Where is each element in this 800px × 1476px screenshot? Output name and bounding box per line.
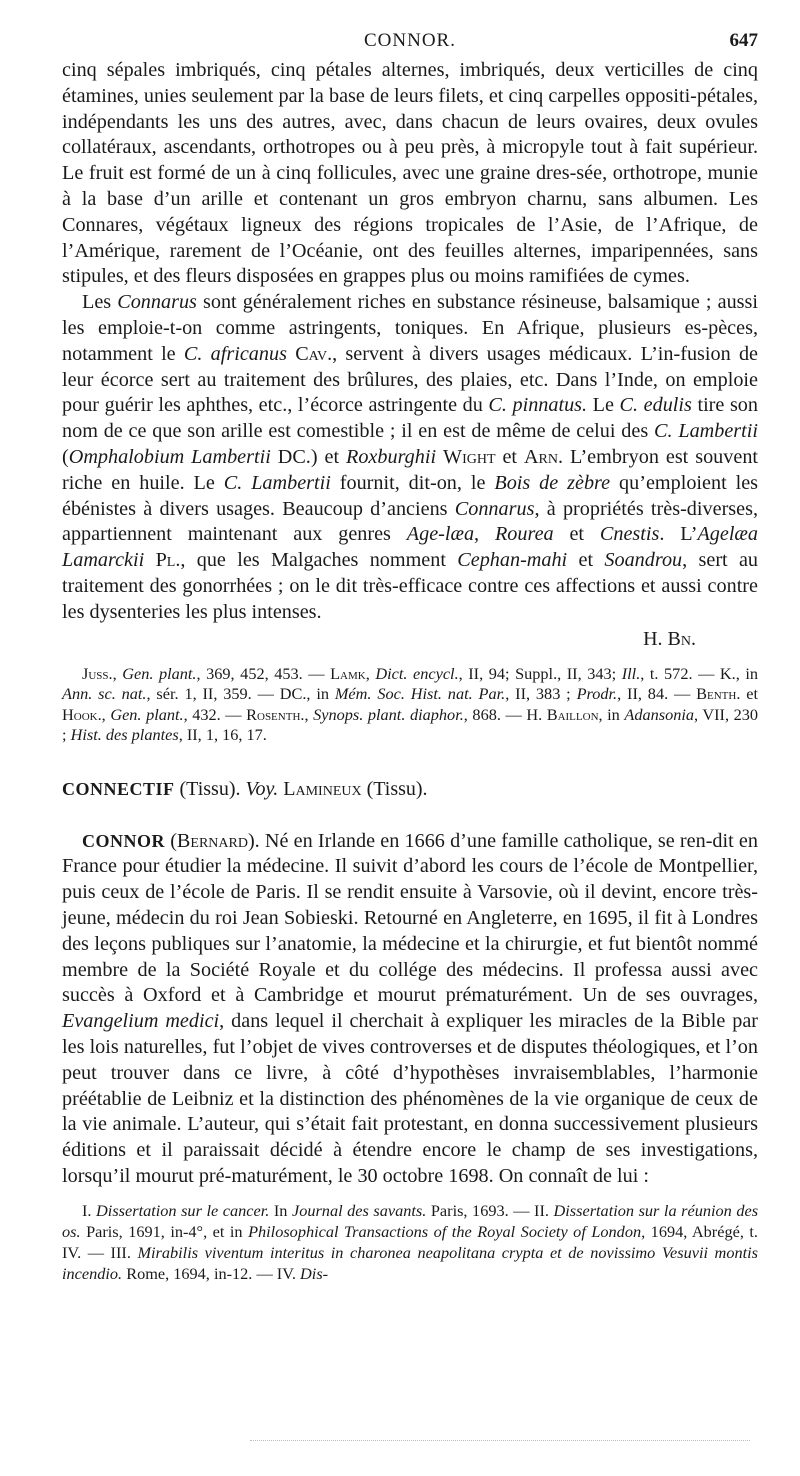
page: [62, 22, 758, 1300]
page-bottom-artifact: [250, 1440, 750, 1442]
connor-biography: CONNOR (Bernard). Né en Irlande en 1666 d’une famille catholique, se ren-dit en France pour étudier la médecine. Il suivit d’abord les cours de l’école de Montpellier, puis ceux de l’école de Paris. Il se rendit ensuite à Varsovie, où il devint, encore très-jeune, médecin du roi Jean Sobieski. Retourné en Angleterre, en 1695, il fit à Londres des leçons publiques sur l’anatomie, la médecine et la chirurgie, et fut bientôt nommé membre de la Société Royale et du collége des médecins. Il professa aussi avec succès à Oxford et à Cambridge et mourut prématurément. Un de ses ouvrages, Evangelium medici, dans lequel il cherchait à expliquer les miracles de la Bible par les lois naturelles, fut l’objet de vives controverses et de disputes théologiques, et l’on peut trouver dans ce livre, à côté d’hypothèses invraisemblables, l’harmonie préétablie de Leibniz et la distinction des phénomènes de la vie organique de ceux de la vie animale. L’auteur, qui s’était fait protestant, en donna successivement plusieurs éditions et il paraissait décidé à étendre encore le champ de ses investigations, lorsqu’il mourut pré-maturément, le 30 octobre 1698. On connaît de lui :: [62, 829, 759, 1187]
page-number: 647: [729, 30, 758, 51]
entry-connor: [62, 829, 758, 1190]
running-head: [62, 22, 758, 58]
bibliography-connarus: Juss., Gen. plant., 369, 452, 453. — Lamk, Dict. encycl., II, 94; Suppl., II, 343; Ill., t. 572. — K., in Ann. sc. nat., sér. 1, II, 359. — DC., in Mém. Soc. Hist. nat. Par., II, 383 ; Prodr., II, 84. — Benth. et Hook., Gen. plant., 432. — Rosenth., Synops. plant. diaphor., 868. — H. Baillon, in Adansonia, VII, 230 ; Hist. des plantes, II, 1, 16, 17.: [62, 663, 759, 745]
paragraph-description: cinq sépales imbriqués, cinq pétales alternes, imbriqués, deux verticilles de cinq étamines, unies seulement par la base de leurs filets, et cinq carpelles oppositi-pétales, indépendants les uns des autres, avec, dans chacun de leurs ovaires, deux ovules collatéraux, ascendants, orthotropes ou à peu près, à micropyle tout à fait supérieur. Le fruit est formé de un à cinq follicules, avec une graine dres-sée, orthotrope, munie à la base d’un arille et contenant un gros embryon charnu, sans albumen. Les Connares, végétaux ligneux des régions tropicales de l’Asie, de l’Afrique, de l’Amérique, rarement de l’Océanie, ont des feuilles alternes, imparipennées, sans stipules, et des fleurs disposées en grappes plus ou moins ramifiées de cymes.: [62, 59, 758, 288]
headword-connor: CONNOR: [82, 830, 165, 851]
bibliography-connor: I. Dissertation sur le cancer. In Journal des savants. Paris, 1693. — II. Dissertation sur la réunion des os. Paris, 1691, in-4°, et in Philosophical Transactions of the Royal Society of London, 1694, Abrégé, t. IV. — III. Mirabilis viventum interitus in charonea neapolitana crypta et de novissimo Vesuvii montis incendio. Rome, 1694, in-12. — IV. Dis-: [62, 1200, 759, 1283]
crossref-link: Lamineux: [283, 777, 362, 800]
connarus-article: [62, 58, 758, 652]
author-signature: H. Bn.: [643, 627, 696, 650]
headword-connectif: CONNECTIF: [62, 778, 175, 799]
paragraph-uses: Les Connarus sont généralement riches en substance résineuse, balsamique ; aussi les emploie-t-on comme astringents, toniques. En Afrique, plusieurs es-pèces, notamment le C. africanus Cav., servent à divers usages médicaux. L’in-fusion de leur écorce sert au traitement des brûlures, des plaies, etc. Dans l’Inde, on emploie pour guérir les aphthes, etc., l’écorce astringente du C. pinnatus. Le C. edulis tire son nom de ce que son arille est comestible ; il en est de même de celui des C. Lambertii (Omphalobium Lambertii DC.) et Roxburghii Wight et Arn. L’embryon est souvent riche en huile. Le C. Lambertii fournit, dit-on, le Bois de zèbre qu’emploient les ébénistes à divers usages. Beaucoup d’anciens Connarus, à propriétés très-diverses, appartiennent maintenant aux genres Age-læa, Rourea et Cnestis. L’Agelæa Lamarckii Pl., que les Malgaches nomment Cephan-mahi et Soandrou, sert au traitement des gonorrhées ; on le dit très-efficace contre ces affections et aussi contre les dysenteries les plus intenses.: [62, 291, 759, 623]
running-title: CONNOR.: [364, 30, 456, 51]
entry-connectif: CONNECTIF (Tissu). Voy. Lamineux (Tissu).: [62, 777, 428, 800]
